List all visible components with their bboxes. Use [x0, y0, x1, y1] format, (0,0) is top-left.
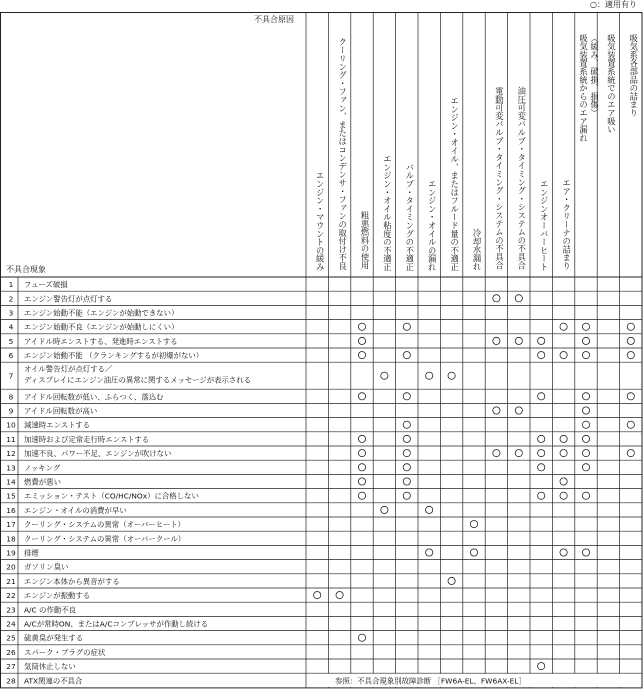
- row-number: 27: [6, 662, 16, 672]
- cause-header-9: 電動可変バルブ・タイミング・システムの不具合: [494, 86, 505, 270]
- applicable-mark: [381, 506, 388, 513]
- row-number: 22: [6, 591, 16, 601]
- applicable-mark: [426, 372, 433, 379]
- applicable-mark: [470, 521, 477, 528]
- symptom-label: エンジン始動不能（エンジンが始動できない）: [24, 308, 179, 318]
- applicable-mark: [515, 450, 522, 457]
- row-number: 24: [6, 619, 16, 629]
- cause-header-13: 吸気装置系統からのエア漏れ: [578, 34, 589, 142]
- applicable-mark: [627, 352, 634, 359]
- applicable-mark: [493, 295, 500, 302]
- applicable-mark: [538, 393, 545, 400]
- cause-header-7: エンジン・オイル、またはフルード量の不適正: [449, 96, 460, 271]
- diagnosis-matrix: [0, 12, 643, 695]
- row-number: 17: [6, 520, 16, 530]
- cause-header-5: バルブ・タイミングの不適正: [404, 163, 415, 271]
- row-number: 23: [6, 605, 16, 615]
- cause-header-15: 吸気系各部品の詰まり: [628, 34, 639, 117]
- applicable-mark: [560, 492, 567, 499]
- applicable-mark: [627, 323, 634, 330]
- symptom-label: 減速時エンストする: [24, 420, 91, 430]
- applicable-mark: [560, 549, 567, 556]
- reference-note: 参照：不具合現象別故障診断 ［FW6A-EL、FW6AX-EL］: [335, 676, 526, 686]
- row-number: 21: [6, 576, 16, 586]
- applicable-mark: [627, 421, 634, 428]
- applicable-mark: [403, 421, 410, 428]
- applicable-mark: [582, 450, 589, 457]
- row-number: 9: [8, 406, 14, 416]
- header-labels: [6, 14, 639, 274]
- cause-header-3: 粗悪燃料の使用: [360, 211, 370, 270]
- row-number: 12: [6, 449, 16, 459]
- applicable-mark: [358, 352, 365, 359]
- applicable-mark: [582, 549, 589, 556]
- symptom-label: 加速不良、パワー不足、エンジンが吹けない: [24, 449, 172, 459]
- matrix-svg: [0, 12, 643, 695]
- symptom-label: フューズ破損: [24, 280, 68, 290]
- cause-header-14: 吸気装置系統でのエア吸い: [606, 34, 617, 134]
- applicable-mark: [560, 435, 567, 442]
- applicable-mark: [358, 337, 365, 344]
- applicable-marks: [314, 295, 635, 670]
- applicable-mark: [582, 407, 589, 414]
- row-number: 4: [8, 322, 14, 332]
- symptom-axis-title: 不具合現象: [6, 265, 46, 274]
- cause-axis-title: 不具合原因: [254, 15, 294, 24]
- applicable-mark: [582, 435, 589, 442]
- row-number: 18: [6, 534, 16, 544]
- cause-header-12: エア・クリーナの詰まり: [561, 178, 572, 271]
- applicable-mark: [560, 478, 567, 485]
- symptom-label: A/Cが常時ON、またはA/Cコンプレッサが作動し続ける: [24, 619, 209, 629]
- applicable-mark: [403, 393, 410, 400]
- applicable-mark: [358, 393, 365, 400]
- applicable-mark: [538, 492, 545, 499]
- applicable-mark: [560, 450, 567, 457]
- applicable-mark: [493, 337, 500, 344]
- row-number: 5: [8, 336, 14, 346]
- applicable-mark: [403, 492, 410, 499]
- applicable-mark: [358, 323, 365, 330]
- symptom-label: アイドル回転数が低い、ふらつく、落込む: [24, 392, 164, 402]
- applicable-mark: [358, 634, 365, 641]
- applicable-mark: [560, 352, 567, 359]
- row-number: 20: [6, 562, 16, 572]
- applicable-mark: [538, 352, 545, 359]
- applicable-mark: [381, 372, 388, 379]
- applicable-mark: [538, 337, 545, 344]
- symptom-label: エンジン始動不良（エンジンが始動しにくい）: [24, 322, 179, 332]
- applicable-mark: [515, 407, 522, 414]
- symptom-label: A/C の作動不良: [24, 605, 77, 615]
- applicable-mark: [403, 323, 410, 330]
- symptom-label: アイドル時エンストする、発進時エンストする: [24, 336, 178, 346]
- row-number: 10: [6, 420, 16, 430]
- applicable-mark: [582, 337, 589, 344]
- applicable-mark: [582, 352, 589, 359]
- applicable-mark: [403, 435, 410, 442]
- symptom-label: エンジン始動不能 （クランキングするが初爆がない）: [24, 351, 204, 361]
- cause-header-10: 油圧可変バルブ・タイミング・システムの不具合: [516, 86, 527, 270]
- symptom-label: ATX関連の不具合: [24, 676, 83, 686]
- applicable-mark: [515, 337, 522, 344]
- symptom-label: スパーク・プラグの症状: [24, 647, 106, 657]
- row-number: 28: [6, 676, 16, 686]
- applicable-mark: [426, 549, 433, 556]
- applicable-mark: [358, 464, 365, 471]
- applicable-mark: [426, 506, 433, 513]
- legend: ○：適用有り: [590, 0, 637, 9]
- cause-header-4: エンジン・オイル粘度の不適正: [382, 154, 393, 271]
- applicable-mark: [358, 492, 365, 499]
- applicable-mark: [515, 295, 522, 302]
- symptom-label: エンジン本体から異音がする: [24, 576, 120, 586]
- symptom-label: 気筒休止しない: [24, 662, 76, 672]
- symptom-label: 硫黄臭が発生する: [24, 633, 84, 643]
- symptom-label: エンジンが振動する: [24, 591, 91, 601]
- applicable-mark: [627, 337, 634, 344]
- applicable-mark: [493, 450, 500, 457]
- applicable-mark: [448, 577, 455, 584]
- cause-header-6: エンジン・オイルの漏れ: [427, 179, 438, 271]
- row-number: 14: [6, 477, 16, 487]
- row-number: 11: [6, 434, 16, 444]
- applicable-mark: [403, 352, 410, 359]
- row-number: 8: [8, 392, 14, 402]
- applicable-mark: [358, 478, 365, 485]
- symptom-label: エンジン・オイルの消費が早い: [24, 505, 127, 515]
- applicable-mark: [538, 450, 545, 457]
- applicable-mark: [358, 435, 365, 442]
- applicable-mark: [314, 592, 321, 599]
- symptom-label: 加速時および定常走行時エンストする: [24, 434, 150, 444]
- cause-header-8: 冷却水漏れ: [472, 228, 482, 271]
- applicable-mark: [538, 464, 545, 471]
- row-number: 3: [8, 308, 14, 318]
- applicable-mark: [582, 393, 589, 400]
- row-number: 7: [8, 371, 14, 381]
- row-number: 16: [6, 505, 16, 515]
- row-number: 13: [6, 463, 16, 473]
- applicable-mark: [448, 372, 455, 379]
- applicable-mark: [582, 464, 589, 471]
- symptom-label: 排煙: [24, 548, 39, 558]
- row-number: 1: [8, 280, 14, 290]
- row-number: 26: [6, 647, 16, 657]
- symptom-label: ディスプレイにエンジン油圧の異常に関するメッセージが表示される: [24, 375, 252, 385]
- symptom-label: 燃費が悪い: [24, 477, 61, 487]
- row-number: 15: [6, 491, 16, 501]
- cause-header-2: クーリング・ファン、またはコンデンサ・ファンの取付け不良: [337, 37, 348, 271]
- cause-header-11: エンジンオーバーヒート: [539, 179, 550, 271]
- symptom-label: アイドル回転数が高い: [24, 406, 98, 416]
- symptom-label: エミッション・テスト（CO/HC/NOx）に合格しない: [24, 491, 199, 501]
- applicable-mark: [627, 450, 634, 457]
- applicable-mark: [470, 549, 477, 556]
- applicable-mark: [538, 435, 545, 442]
- applicable-mark: [582, 323, 589, 330]
- applicable-mark: [627, 393, 634, 400]
- symptom-label: クーリング・システムの異常（オーバークール）: [24, 534, 186, 544]
- applicable-mark: [493, 407, 500, 414]
- applicable-mark: [403, 464, 410, 471]
- row-labels: [6, 280, 641, 687]
- applicable-mark: [582, 492, 589, 499]
- applicable-mark: [560, 323, 567, 330]
- symptom-label: ノッキング: [24, 463, 61, 473]
- applicable-mark: [538, 663, 545, 670]
- cause-header-13: （緩み、破損、損傷）: [589, 34, 600, 117]
- symptom-label: エンジン警告灯が点灯する: [24, 294, 113, 304]
- symptom-label: オイル警告灯が点灯する／: [24, 364, 113, 374]
- applicable-mark: [582, 421, 589, 428]
- symptom-label: クーリング・システムの異常（オーバーヒート）: [24, 520, 186, 530]
- row-number: 19: [6, 548, 16, 558]
- applicable-mark: [403, 450, 410, 457]
- applicable-mark: [336, 592, 343, 599]
- cause-header-1: エンジン・マウントの緩み: [315, 171, 326, 271]
- row-number: 2: [8, 294, 14, 304]
- applicable-mark: [403, 478, 410, 485]
- applicable-mark: [358, 450, 365, 457]
- symptom-label: ガソリン臭い: [24, 562, 69, 572]
- row-number: 25: [6, 633, 16, 643]
- row-number: 6: [8, 351, 14, 361]
